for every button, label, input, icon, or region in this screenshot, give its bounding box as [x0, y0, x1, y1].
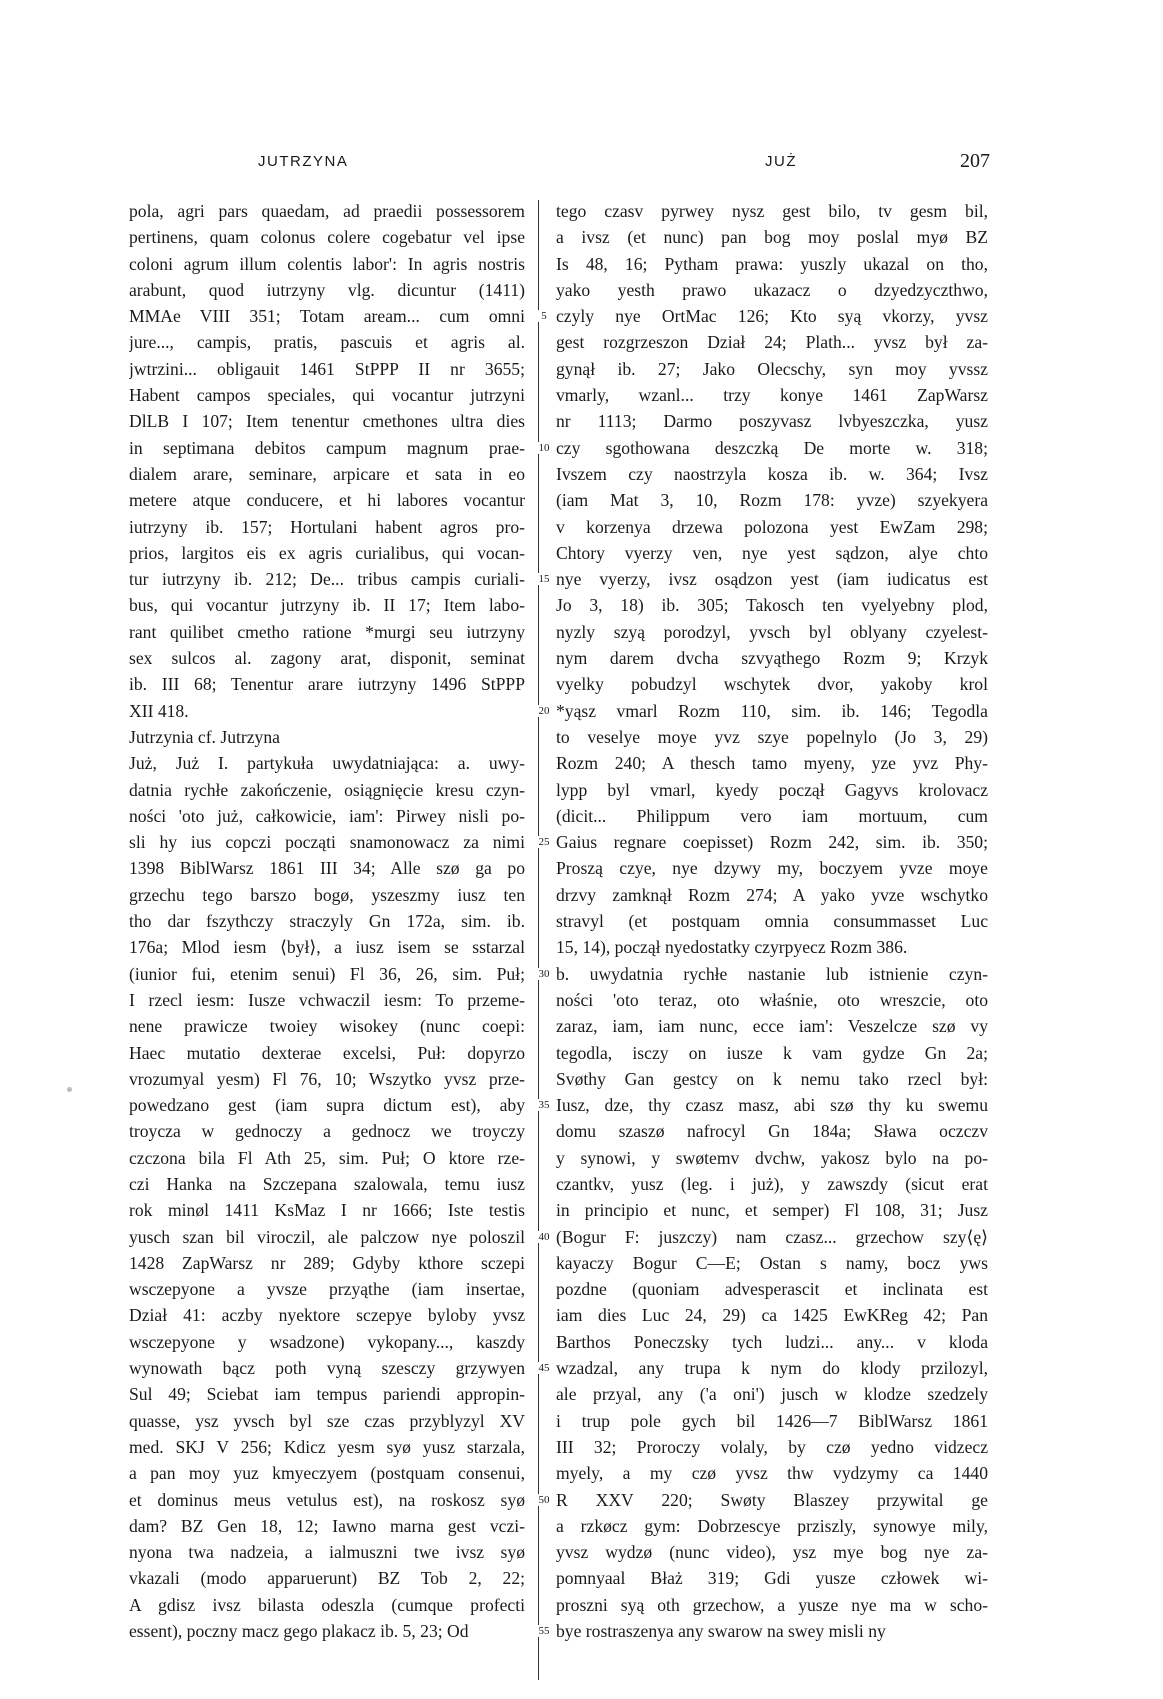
left-column	[129, 198, 525, 1644]
text-line: iutrzyny ib. 157; Hortulani habent agros pro-	[129, 516, 525, 537]
text-line: kayaczy Bogur C—E; Ostan s namy, bocz yws	[556, 1252, 988, 1273]
text-line: myely, a my czø yvsz thw vydzymy ca 1440	[556, 1463, 988, 1484]
text-line: tur iutrzyny ib. 212; De... tribus campis curiali-	[129, 569, 525, 590]
line-number: 55	[532, 1625, 556, 1637]
line-number: 10	[532, 442, 556, 454]
text-line: ności 'oto już, całkowicie, iam': Pirwey nisli po-	[129, 805, 525, 826]
text-line: III 32; Proroczy volaly, by czø yedno vidzecz	[556, 1436, 988, 1457]
text-line: Habent campos speciales, qui vocantur jutrzyni	[129, 385, 525, 406]
text-line: arabunt, quod iutrzyny vlg. dicuntur (1411)	[129, 279, 525, 300]
text-line: gest rozgrzeszon Dział 24; Plath... yvsz był za-	[556, 332, 988, 353]
text-line: yako yesth prawo ukazacz o dzyedzyczthwo,	[556, 279, 988, 300]
text-line: wsczepyone y wsadzone) vykopany..., kaszdy	[129, 1331, 525, 1352]
text-line: rok minøl 1411 KsMaz I nr 1666; Iste testis	[129, 1200, 525, 1221]
text-line: powedzano gest (iam supra dictum est), aby	[129, 1095, 525, 1116]
text-line: Is 48, 16; Pytham prawa: yuszly ukazal on tho,	[556, 253, 988, 274]
text-line: y synowi, y swøtemv dvchw, yakosz bylo na po-	[556, 1147, 988, 1168]
text-line: I rzecl iesm: Iusze vchwaczil iesm: To przeme-	[129, 989, 525, 1010]
text-line: coloni agrum illum colentis labor': In agris nostris	[129, 253, 525, 274]
text-line: i trup pole gych bil 1426—7 BiblWarsz 1861	[556, 1410, 988, 1431]
text-line: troycza w gednoczy a gednocz we troyczy	[129, 1121, 525, 1142]
line-number: 35	[532, 1099, 556, 1111]
text-line: nyona twa nadzeia, a ialmuszni twe ivsz syø	[129, 1542, 525, 1563]
text-line: pomnyaal Błaż 319; Gdi yusze człowek wi-	[556, 1568, 988, 1589]
margin-speck	[67, 1087, 72, 1092]
text-line: czantkv, yusz (leg. i już), y zawszdy (sicut erat	[556, 1173, 988, 1194]
text-line: wsczepyone a yvsze przyąthe (iam insertae,	[129, 1279, 525, 1300]
text-line: Jo 3, 18) ib. 305; Takosch ten vyelyebny plod,	[556, 595, 988, 616]
text-line: yusch szan bil viroczil, ale palczow nye poloszil	[129, 1226, 525, 1247]
text-line: A gdisz ivsz bilasta odeszla (cumque profecti	[129, 1594, 525, 1615]
text-line: 1428 ZapWarsz nr 289; Gdyby kthore sczepi	[129, 1252, 525, 1273]
text-line: Dział 41: aczby nyektore sczepye byloby yvsz	[129, 1305, 525, 1326]
text-line: to veselye moye yvz szye popelnylo (Jo 3, 29)	[556, 726, 988, 747]
text-line: ale przyal, any ('a oni') jusch w klodze szedzely	[556, 1384, 988, 1405]
text-line: ności 'oto teraz, oto właśnie, oto wreszcie, oto	[556, 989, 988, 1010]
line-number: 20	[532, 705, 556, 717]
text-line: domu szaszø nafrocyl Gn 184a; Sława oczczv	[556, 1121, 988, 1142]
text-line: grzechu tego barszo bogø, yszeszmy iusz ten	[129, 884, 525, 905]
text-line: nyzly szyą porodzyl, yvsch byl oblyany czyelest-	[556, 621, 988, 642]
line-number: 40	[532, 1231, 556, 1243]
text-line: proszni syą oth grzechow, a yusze nye ma w scho-	[556, 1594, 988, 1615]
text-line: Gaius regnare coepisset) Rozm 242, sim. ib. 350;	[556, 832, 988, 853]
text-line: nr 1113; Darmo poszyvasz lvbyeszczka, yusz	[556, 411, 988, 432]
text-line: in principio et nunc, et semper) Fl 108, 31; Jusz	[556, 1200, 988, 1221]
text-line: v korzenya drzewa polozona yest EwZam 298;	[556, 516, 988, 537]
text-line: Barthos Poneczsky tych ludzi... any... v kloda	[556, 1331, 988, 1352]
running-head-left: JUTRZYNA	[258, 153, 349, 170]
text-line: pozdne (quoniam advesperascit et inclinata est	[556, 1279, 988, 1300]
text-line: 1398 BiblWarsz 1861 III 34; Alle szø ga po	[129, 858, 525, 879]
text-line: a pan moy yuz kmyeczyem (postquam consenui,	[129, 1463, 525, 1484]
text-line: yvsz wydzø (nunc video), ysz mye bog nye za-	[556, 1542, 988, 1563]
text-line: quasse, ysz yvsch byl sze czas przyblyzyl XV	[129, 1410, 525, 1431]
text-line: XII 418.	[129, 700, 189, 721]
text-line: Chtory vyerzy ven, nye yest sądzon, alye chto	[556, 542, 988, 563]
text-line: 176a; Mlod iesm ⟨był⟩, a iusz isem se sstarzal	[129, 937, 525, 958]
text-line: Proszą czye, nye dzywy my, boczyem yvze moye	[556, 858, 988, 879]
text-line: (dicit... Philippum vero iam mortuum, cum	[556, 805, 988, 826]
text-line: bye rostraszenya any swarow na swey misli ny	[556, 1621, 886, 1642]
text-line: wynowath bącz poth vyną szesczy grzywyen	[129, 1358, 525, 1379]
text-line: b. uwydatnia rychłe nastanie lub istnienie czyn-	[556, 963, 988, 984]
text-line: czyly nye OrtMac 126; Kto syą vkorzy, yvsz	[556, 306, 988, 327]
text-line: Rozm 240; A thesch tamo myeny, yze yvz Phy-	[556, 753, 988, 774]
text-line: tho dar fszythczy straczyly Gn 172a, sim. ib.	[129, 911, 525, 932]
text-line: Svøthy Gan gestcy on k nemu tako rzecl był:	[556, 1068, 988, 1089]
text-line: jure..., campis, pratis, pascuis et agris al.	[129, 332, 525, 353]
text-line: dam? BZ Gen 18, 12; Iawno marna gest vczi-	[129, 1515, 525, 1536]
right-column	[556, 198, 988, 1644]
text-line: nene prawicze twoiey wisokey (nunc coepi:	[129, 1016, 525, 1037]
text-line: Ivszem czy naostrzyla kosza ib. w. 364; Ivsz	[556, 463, 988, 484]
text-line: a rzkøcz gym: Dobrzescye prziszly, synowye mily,	[556, 1515, 988, 1536]
text-line: czczona bila Fl Ath 25, sim. Puł; O ktore rze-	[129, 1147, 525, 1168]
text-line: vmarly, wzanl... trzy konye 1461 ZapWarsz	[556, 385, 988, 406]
text-line: bus, qui vocantur jutrzyny ib. II 17; Item labo-	[129, 595, 525, 616]
text-line: metere atque conducere, et hi labores vocantur	[129, 490, 525, 511]
text-line: gynął ib. 27; Jako Olecschy, syn moy yvssz	[556, 358, 988, 379]
text-line: datnia rychłe zakończenie, osiągnięcie kresu czyn-	[129, 779, 525, 800]
text-line: *yąsz vmarl Rozm 110, sim. ib. 146; Tegodla	[556, 700, 988, 721]
text-line: czi Hanka na Szczepana szalowala, temu iusz	[129, 1173, 525, 1194]
text-line: tego czasv pyrwey nysz gest bilo, tv gesm bil,	[556, 201, 988, 221]
text-line: R XXV 220; Swøty Blaszey przywital ge	[556, 1489, 988, 1510]
text-line: tegodla, isczy on iusze k vam gydze Gn 2a;	[556, 1042, 988, 1063]
text-line: sex sulcos al. zagony arat, disponit, seminat	[129, 648, 525, 669]
text-line: jwtrzini... obligauit 1461 StPPP II nr 3655;	[129, 358, 525, 379]
text-line: Haec mutatio dexterae excelsi, Puł: dopyrzo	[129, 1042, 525, 1063]
text-line: 15, 14), począł nyedostatky czyrpyecz Rozm 386.	[556, 937, 908, 958]
text-line: vrozumyal yesm) Fl 76, 10; Wszytko yvsz prze-	[129, 1068, 525, 1089]
text-line: Sul 49; Sciebat iam tempus pariendi appropin-	[129, 1384, 525, 1405]
text-line: pertinens, quam colonus colere cogebatur vel ipse	[129, 227, 525, 248]
text-line: czy sgothowana deszczką De morte w. 318;	[556, 437, 988, 458]
text-line: ib. III 68; Tenentur arare iutrzyny 1496 StPPP	[129, 674, 525, 695]
line-number: 50	[532, 1494, 556, 1506]
text-line: et dominus meus vetulus est), na roskosz syø	[129, 1489, 525, 1510]
text-line: Jutrzynia cf. Jutrzyna	[129, 726, 280, 747]
text-line: iam dies Luc 24, 29) ca 1425 EwKReg 42; Pan	[556, 1305, 988, 1326]
text-line: (iam Mat 3, 10, Rozm 178: yvze) szyekyera	[556, 490, 988, 511]
text-line: nym darem dvcha szvyąthego Rozm 9; Krzyk	[556, 648, 988, 669]
text-line: dialem arare, seminare, arpicare et sata in eo	[129, 463, 525, 484]
text-line: rant quilibet cmetho ratione *murgi seu iutrzyny	[129, 621, 525, 642]
text-line: sli hy ius copczi począti snamonowacz za nimi	[129, 832, 525, 853]
text-line: vkazali (modo apparuerunt) BZ Tob 2, 22;	[129, 1568, 525, 1589]
line-number: 45	[532, 1362, 556, 1374]
text-line: (iunior fui, etenim senui) Fl 36, 26, sim. Puł;	[129, 963, 525, 984]
line-number: 25	[532, 836, 556, 848]
text-line: MMAe VIII 351; Totam aream... cum omni	[129, 306, 525, 327]
column-divider	[538, 200, 539, 1680]
page-number: 207	[960, 150, 990, 172]
text-line: med. SKJ V 256; Kdicz yesm syø yusz starzala,	[129, 1436, 525, 1457]
text-line: pola, agri pars quaedam, ad praedii possessorem	[129, 201, 525, 221]
text-line: (Bogur F: juszczy) nam czasz... grzechow szy⟨ę⟩	[556, 1226, 988, 1247]
text-line: wzadzal, any trupa k nym do klody przilozyl,	[556, 1358, 988, 1379]
text-line: a ivsz (et nunc) pan bog moy poslal myø BZ	[556, 227, 988, 248]
line-number: 15	[532, 573, 556, 585]
text-line: Iusz, dze, thy czasz masz, abi szø thy ku swemu	[556, 1095, 988, 1116]
line-number: 5	[532, 310, 556, 322]
text-line: vyelky pobudzyl wschytek dvor, yakoby krol	[556, 674, 988, 695]
text-line: essent), poczny macz gego plakacz ib. 5, 23; Od	[129, 1621, 469, 1642]
text-line: prios, largitos eis ex agris curialibus, qui vocan-	[129, 542, 525, 563]
text-line: in septimana debitos campum magnum prae-	[129, 437, 525, 458]
text-line: drzvy zamknął Rozm 274; A yako yvze wschytko	[556, 884, 988, 905]
text-line: DlLB I 107; Item tenentur cmethones ultra dies	[129, 411, 525, 432]
text-line: zaraz, iam, iam nunc, ecce iam': Veszelcze szø vy	[556, 1016, 988, 1037]
text-line: lypp byl vmarl, kyedy począł Gagyvs krolovacz	[556, 779, 988, 800]
line-number: 30	[532, 968, 556, 980]
text-line: nye vyerzy, ivsz osądzon yest (iam iudicatus est	[556, 569, 988, 590]
running-head-right: JUŻ	[765, 153, 797, 170]
text-line: stravyl (et postquam omnia consummasset Luc	[556, 911, 988, 932]
text-line: Już, Już I. partykuła uwydatniająca: a. uwy-	[129, 753, 525, 774]
